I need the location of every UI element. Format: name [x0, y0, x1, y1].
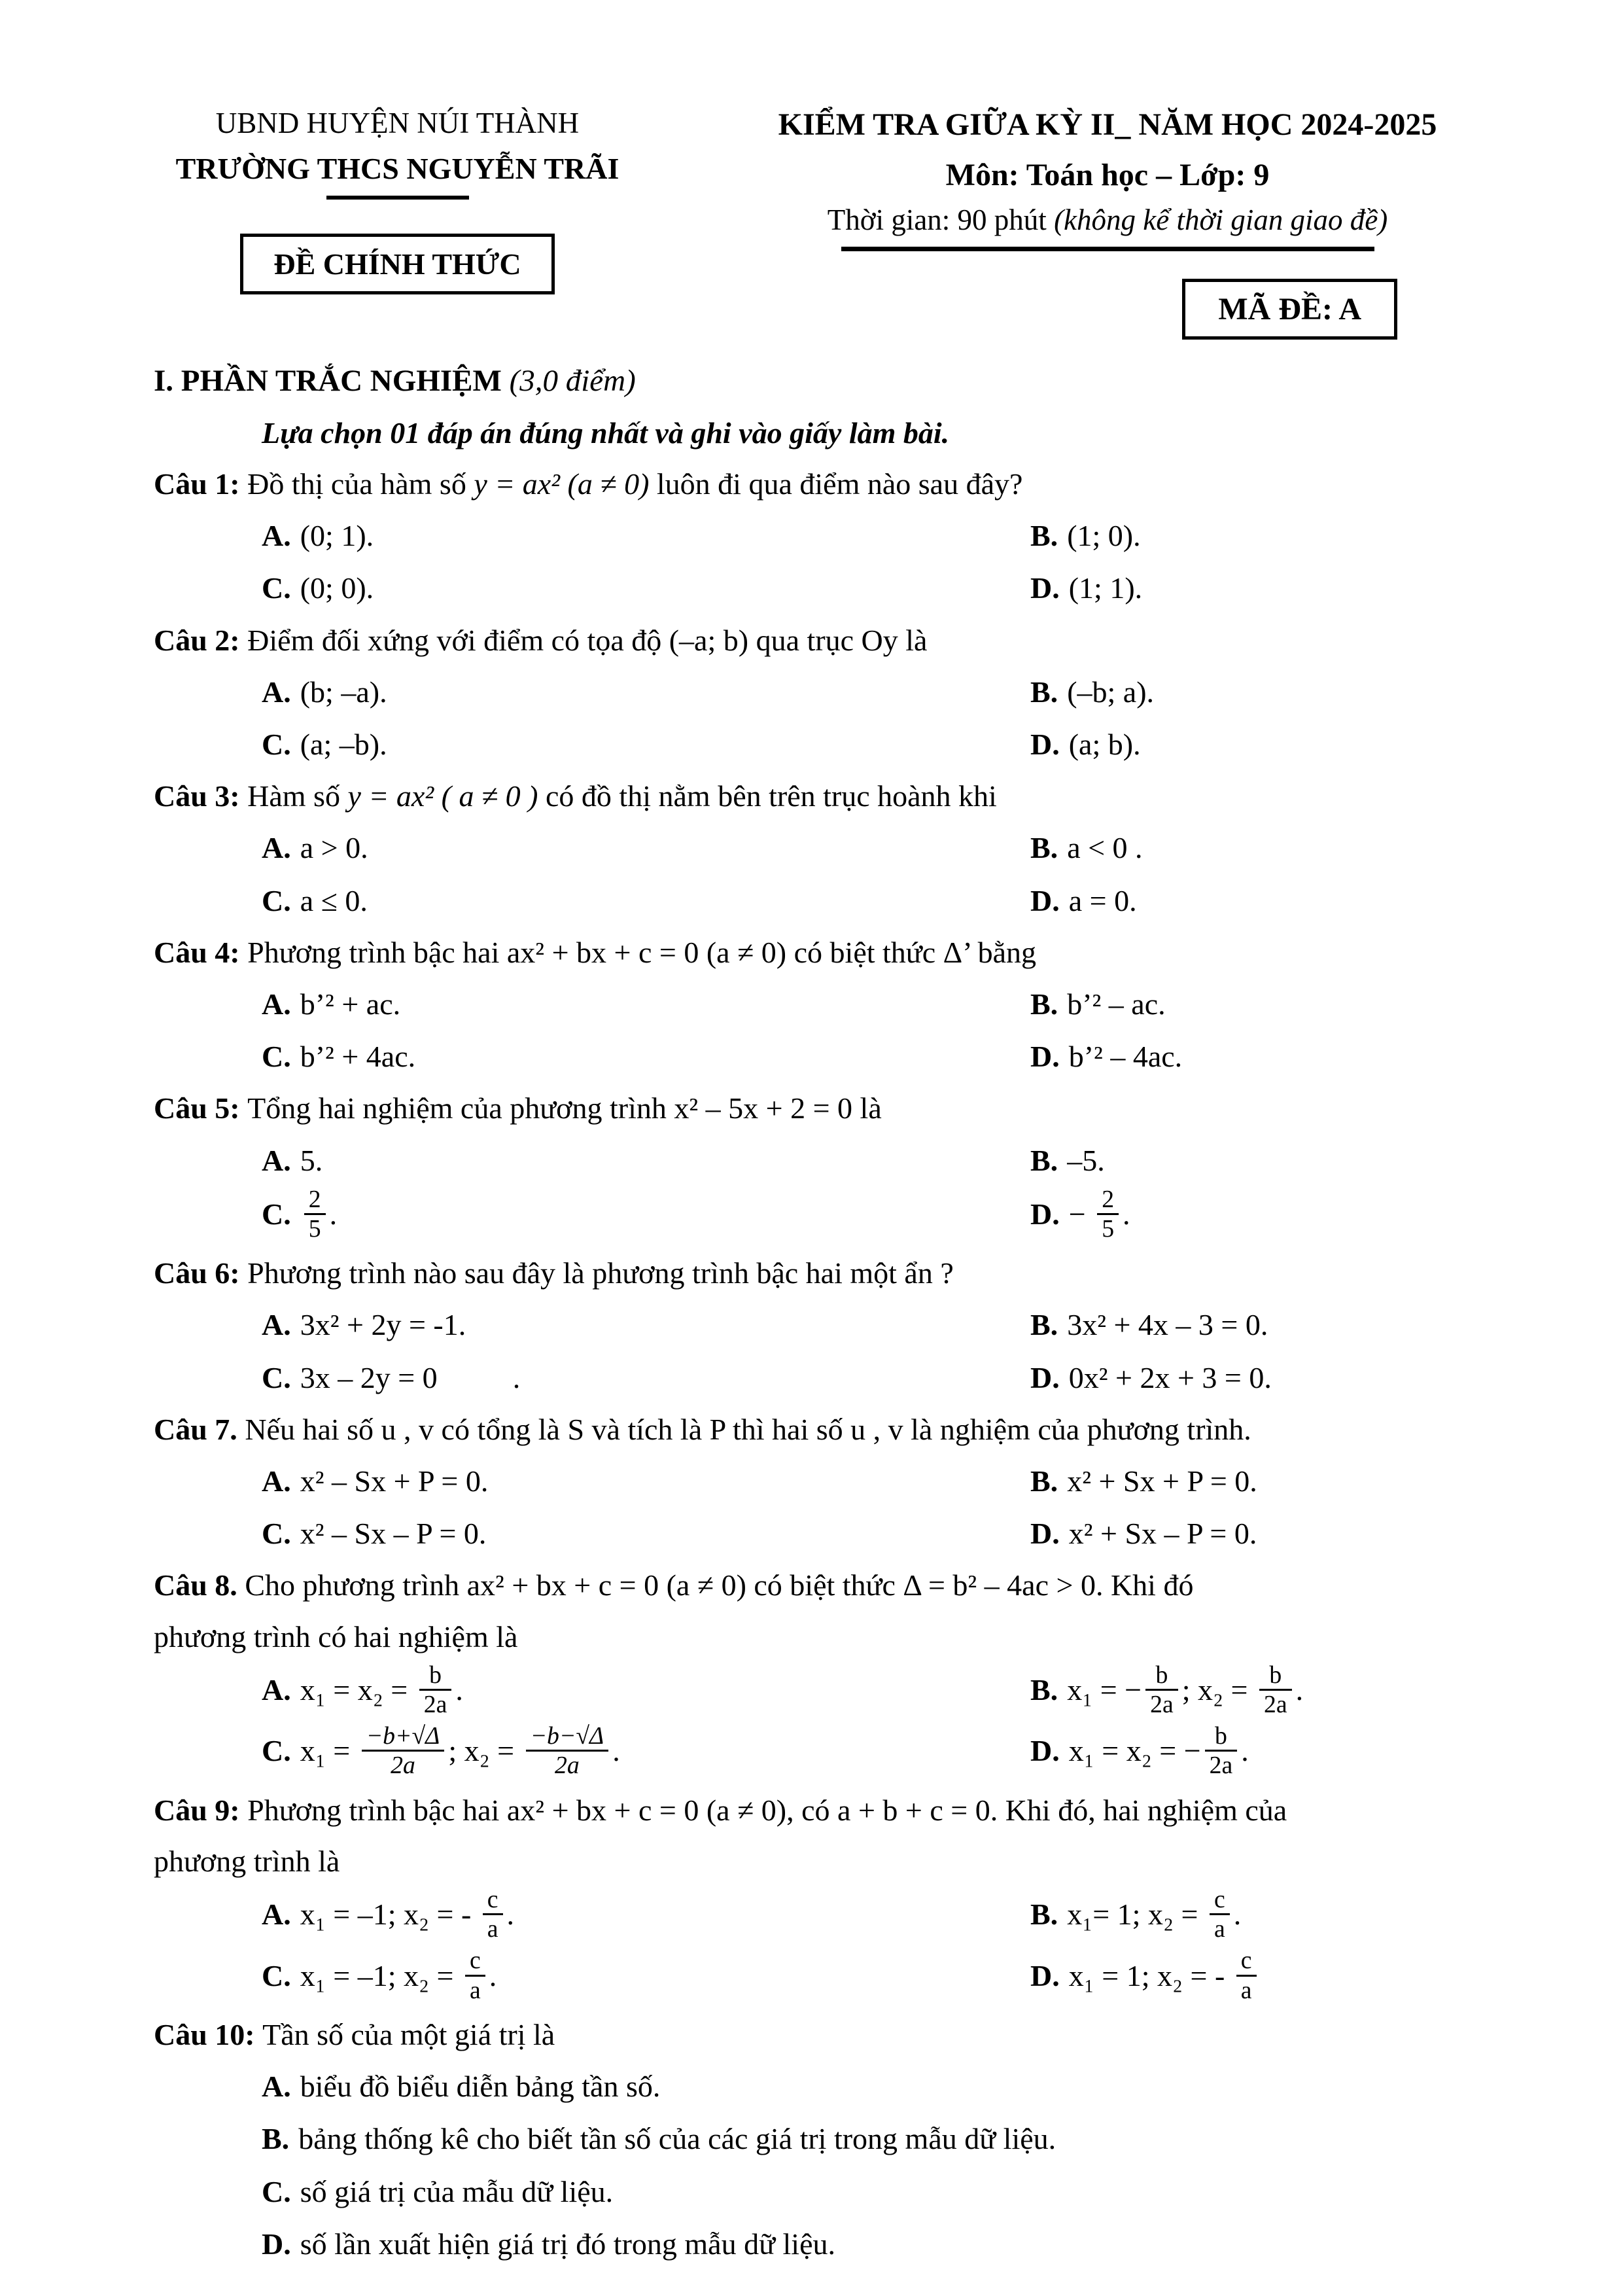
fraction: $\frac{b}{2a}$ [1205, 1722, 1238, 1779]
time-label: Thời gian: 90 phút [827, 203, 1055, 236]
question-text: Câu 1: Đồ thị của hàm số y = ax² (a ≠ 0) luôn đi qua điểm nào sau đây? [154, 467, 1023, 501]
question-text: Câu 2: Điểm đối xứng với điểm có tọa độ (–a; b) qua trục Oy là [154, 623, 928, 657]
question-block [154, 1404, 1561, 1561]
option-item [1030, 510, 1561, 562]
school-name: TRƯỜNG THCS NGUYỄN TRÃI [175, 151, 620, 185]
option-text: (1; 0). [1067, 519, 1141, 553]
option-text: $\frac{2}{5}$ . [300, 1197, 337, 1231]
option-letter: A. [262, 519, 291, 553]
option-letter: B. [1030, 831, 1058, 865]
option-item [262, 1723, 1030, 1784]
option-item [1030, 822, 1561, 874]
option-letter: C. [262, 2174, 291, 2208]
option-text: bảng thống kê cho biết tần số của các giá trị trong mẫu dữ liệu. [298, 2122, 1056, 2156]
fraction: $\frac{c}{a}$ [1210, 1886, 1230, 1943]
time-underline-divider [841, 247, 1374, 251]
option-text: (a; b). [1068, 728, 1141, 762]
option-item [1030, 1135, 1561, 1187]
option-letter: D. [1030, 1040, 1060, 1074]
option-text: x₁ = x₂ = $\frac{b}{2a}$ . [300, 1661, 463, 1718]
option-text: a ≤ 0. [300, 883, 368, 917]
option-letter: D. [1030, 1360, 1060, 1394]
option-text: a = 0. [1068, 883, 1137, 917]
option-item [262, 1887, 1030, 1948]
option-letter: C. [262, 1197, 291, 1231]
question-text: Câu 6: Phương trình nào sau đây là phương trình bậc hai một ẩn ? [154, 1256, 954, 1290]
fraction: $\frac{-b-√\Delta}{2a}$ [526, 1722, 609, 1779]
option-text: 0x² + 2x + 3 = 0. [1068, 1360, 1272, 1394]
option-item [1030, 978, 1561, 1031]
option-text: x₁ = 1; x₂ = - $\frac{c}{a}$ [1069, 1959, 1261, 1992]
option-item [1030, 1663, 1561, 1723]
option-letter: D. [1030, 883, 1060, 917]
section-instruction: Lựa chọn 01 đáp án đúng nhất và ghi vào giấy làm bài. [262, 415, 950, 450]
question-text: Câu 4: Phương trình bậc hai ax² + bx + c = 0 (a ≠ 0) có biệt thức Δ’ bằng [154, 935, 1037, 969]
fraction: $\frac{2}{5}$ [1097, 1186, 1119, 1243]
question-block [154, 2009, 1561, 2270]
option-item [262, 1948, 1030, 2009]
option-text: x² – Sx – P = 0. [300, 1517, 487, 1551]
option-letter: D. [1030, 1734, 1060, 1768]
options-grid [262, 1663, 1561, 1785]
option-letter: D. [1030, 1197, 1060, 1231]
option-item [1030, 718, 1561, 771]
option-item [1030, 1299, 1561, 1351]
option-text: 3x² + 2y = -1. [300, 1308, 466, 1342]
question-text: Câu 8. Cho phương trình ax² + bx + c = 0 (a ≠ 0) có biệt thức Δ = b² – 4ac > 0. Khi đó phương trình có hai nghiệm là [154, 1568, 1194, 1653]
option-item [1030, 1455, 1561, 1508]
option-text: –5. [1067, 1143, 1105, 1177]
option-item [262, 2113, 1561, 2165]
option-item [262, 510, 1030, 562]
option-letter: C. [262, 571, 291, 605]
option-item [1030, 1187, 1561, 1248]
option-item [262, 1663, 1030, 1723]
option-text: (1; 1). [1068, 571, 1143, 605]
option-text: x₁ = –1; x₂ = - $\frac{c}{a}$ . [300, 1886, 515, 1943]
question-text: Câu 10: Tần số của một giá trị là [154, 2017, 555, 2051]
question-block [154, 459, 1561, 615]
option-letter: D. [1030, 571, 1060, 605]
exam-time [654, 199, 1561, 241]
fraction: $\frac{b}{2a}$ [1259, 1661, 1292, 1718]
options-grid [262, 978, 1561, 1083]
option-item [262, 1508, 1030, 1560]
official-exam-box: ĐỀ CHÍNH THỨC [240, 234, 554, 295]
option-text: x₁ = x₂ = − $\frac{b}{2a}$ . [1068, 1722, 1249, 1780]
option-letter: C. [262, 883, 291, 917]
option-letter: A. [262, 1308, 291, 1342]
option-item [1030, 1723, 1561, 1784]
exam-title: KIỂM TRA GIỮA KỲ II_ NĂM HỌC 2024-2025 [778, 107, 1437, 142]
option-letter: C. [262, 1734, 291, 1768]
option-item [262, 1352, 1030, 1404]
option-item [262, 1135, 1030, 1187]
option-letter: A. [262, 831, 291, 865]
option-text: (–b; a). [1067, 675, 1155, 709]
option-letter: A. [262, 1143, 291, 1177]
option-item [262, 718, 1030, 771]
option-text: biểu đồ biểu diễn bảng tần số. [300, 2070, 661, 2104]
option-item [1030, 875, 1561, 927]
org-name: UBND HUYỆN NÚI THÀNH [215, 107, 580, 139]
question-block [154, 1083, 1561, 1248]
option-item [1030, 1031, 1561, 1083]
fraction: $\frac{c}{a}$ [1236, 1947, 1257, 2004]
option-text: số giá trị của mẫu dữ liệu. [300, 2174, 614, 2208]
option-letter: B. [1030, 1673, 1058, 1706]
option-item [1030, 666, 1561, 718]
option-letter: C. [262, 1360, 291, 1394]
option-text: x₁ = $\frac{-b+√\Delta}{2a}$ ; x₂ = $\frac{-b-√\Delta}{2a}$ . [300, 1722, 620, 1780]
option-text: b’² – 4ac. [1068, 1040, 1183, 1074]
option-letter: D. [262, 2227, 291, 2261]
options-grid [262, 666, 1561, 771]
questions [154, 459, 1561, 2270]
option-letter: D. [1030, 1958, 1060, 1992]
option-item [262, 2218, 1561, 2270]
options-grid [262, 510, 1561, 614]
option-letter: B. [1030, 519, 1058, 553]
option-text: (a; –b). [300, 728, 387, 762]
question-text: Câu 7. Nếu hai số u , v có tổng là S và tích là P thì hai số u , v là nghiệm của phương trình. [154, 1412, 1251, 1446]
time-note: (không kể thời gian giao đề) [1054, 203, 1388, 236]
option-text: x² + Sx + P = 0. [1067, 1464, 1257, 1498]
fraction: $\frac{b}{2a}$ [1145, 1661, 1178, 1718]
option-text: 3x – 2y = 0 . [300, 1360, 521, 1394]
option-item [262, 666, 1030, 718]
option-item [262, 1031, 1030, 1083]
option-text: a > 0. [300, 831, 368, 865]
option-letter: C. [262, 728, 291, 762]
question-block [154, 771, 1561, 927]
option-text: x₁ = –1; x₂ = $\frac{c}{a}$ . [300, 1947, 497, 2004]
option-text: (0; 0). [300, 571, 374, 605]
option-text: x² – Sx + P = 0. [300, 1464, 489, 1498]
fraction: $\frac{c}{a}$ [483, 1886, 503, 1943]
options-grid [262, 822, 1561, 927]
option-item [262, 1299, 1030, 1351]
option-text: x² + Sx – P = 0. [1068, 1517, 1257, 1551]
option-item [262, 562, 1030, 614]
fraction: $\frac{c}{a}$ [465, 1947, 485, 2004]
option-text: b’² + ac. [300, 987, 401, 1021]
option-item [1030, 1887, 1561, 1948]
option-item [262, 1187, 1030, 1248]
options-grid [262, 2060, 1561, 2270]
options-grid [262, 1455, 1561, 1560]
option-letter: C. [262, 1517, 291, 1551]
option-item [262, 875, 1030, 927]
question-block [154, 615, 1561, 771]
exam-code-box: MÃ ĐỀ: A [1182, 279, 1397, 340]
options-grid [262, 1887, 1561, 2009]
option-text: x₁= 1; x₂ = $\frac{c}{a}$ . [1067, 1886, 1242, 1943]
option-item [262, 2166, 1561, 2218]
question-block [154, 1248, 1561, 1404]
section-points-note: (3,0 điểm) [509, 364, 636, 398]
option-item [262, 2060, 1561, 2113]
option-letter: B. [1030, 675, 1058, 709]
option-item [1030, 562, 1561, 614]
section-heading [154, 355, 1561, 408]
option-letter: A. [262, 1464, 291, 1498]
question-block [154, 1560, 1561, 1784]
code-box-wrap [654, 279, 1561, 340]
section-title: I. PHẦN TRẮC NGHIỆM [154, 364, 510, 398]
option-text: − $\frac{2}{5}$ . [1068, 1185, 1130, 1243]
option-letter: C. [262, 1040, 291, 1074]
option-text: b’² – ac. [1067, 987, 1166, 1021]
school-block [154, 98, 641, 294]
option-letter: A. [262, 2070, 291, 2104]
option-letter: A. [262, 987, 291, 1021]
option-letter: A. [262, 1673, 291, 1706]
option-letter: B. [1030, 987, 1058, 1021]
option-letter: B. [1030, 1308, 1058, 1342]
question-text: Câu 5: Tổng hai nghiệm của phương trình x² – 5x + 2 = 0 là [154, 1091, 882, 1125]
option-letter: C. [262, 1958, 291, 1992]
option-item [1030, 1508, 1561, 1560]
option-item [1030, 1352, 1561, 1404]
option-text: x₁ = − $\frac{b}{2a}$ ; x₂ = $\frac{b}{2a}$ . [1067, 1661, 1304, 1718]
options-grid [262, 1135, 1561, 1248]
options-grid [262, 1299, 1561, 1404]
option-letter: B. [1030, 1898, 1058, 1932]
fraction: $\frac{b}{2a}$ [419, 1661, 452, 1718]
option-letter: B. [1030, 1143, 1058, 1177]
question-text: Câu 9: Phương trình bậc hai ax² + bx + c = 0 (a ≠ 0), có a + b + c = 0. Khi đó, hai nghiệm của phương trình là [154, 1793, 1287, 1878]
exam-info-block [641, 98, 1561, 340]
option-letter: D. [1030, 728, 1060, 762]
option-item [262, 822, 1030, 874]
option-letter: B. [1030, 1464, 1058, 1498]
option-text: 5. [300, 1143, 323, 1177]
option-text: (0; 1). [300, 519, 374, 553]
question-text: Câu 3: Hàm số y = ax² ( a ≠ 0 ) có đồ thị nằm bên trên trục hoành khi [154, 779, 997, 813]
option-letter: A. [262, 1898, 291, 1932]
option-text: 3x² + 4x – 3 = 0. [1067, 1308, 1268, 1342]
question-block [154, 1785, 1561, 2009]
option-item [1030, 1948, 1561, 2009]
option-item [262, 1455, 1030, 1508]
option-text: a < 0 . [1067, 831, 1143, 865]
exam-subject: Môn: Toán học – Lớp: 9 [945, 157, 1270, 192]
option-text: b’² + 4ac. [300, 1040, 416, 1074]
option-text: số lần xuất hiện giá trị đó trong mẫu dữ liệu. [300, 2227, 836, 2261]
fraction: $\frac{-b+√\Delta}{2a}$ [362, 1722, 445, 1779]
option-letter: A. [262, 675, 291, 709]
question-block [154, 927, 1561, 1084]
option-item [262, 978, 1030, 1031]
header [154, 98, 1561, 340]
option-text: (b; –a). [300, 675, 387, 709]
option-letter: B. [262, 2122, 290, 2156]
option-letter: D. [1030, 1517, 1060, 1551]
fraction: $\frac{2}{5}$ [304, 1186, 326, 1243]
